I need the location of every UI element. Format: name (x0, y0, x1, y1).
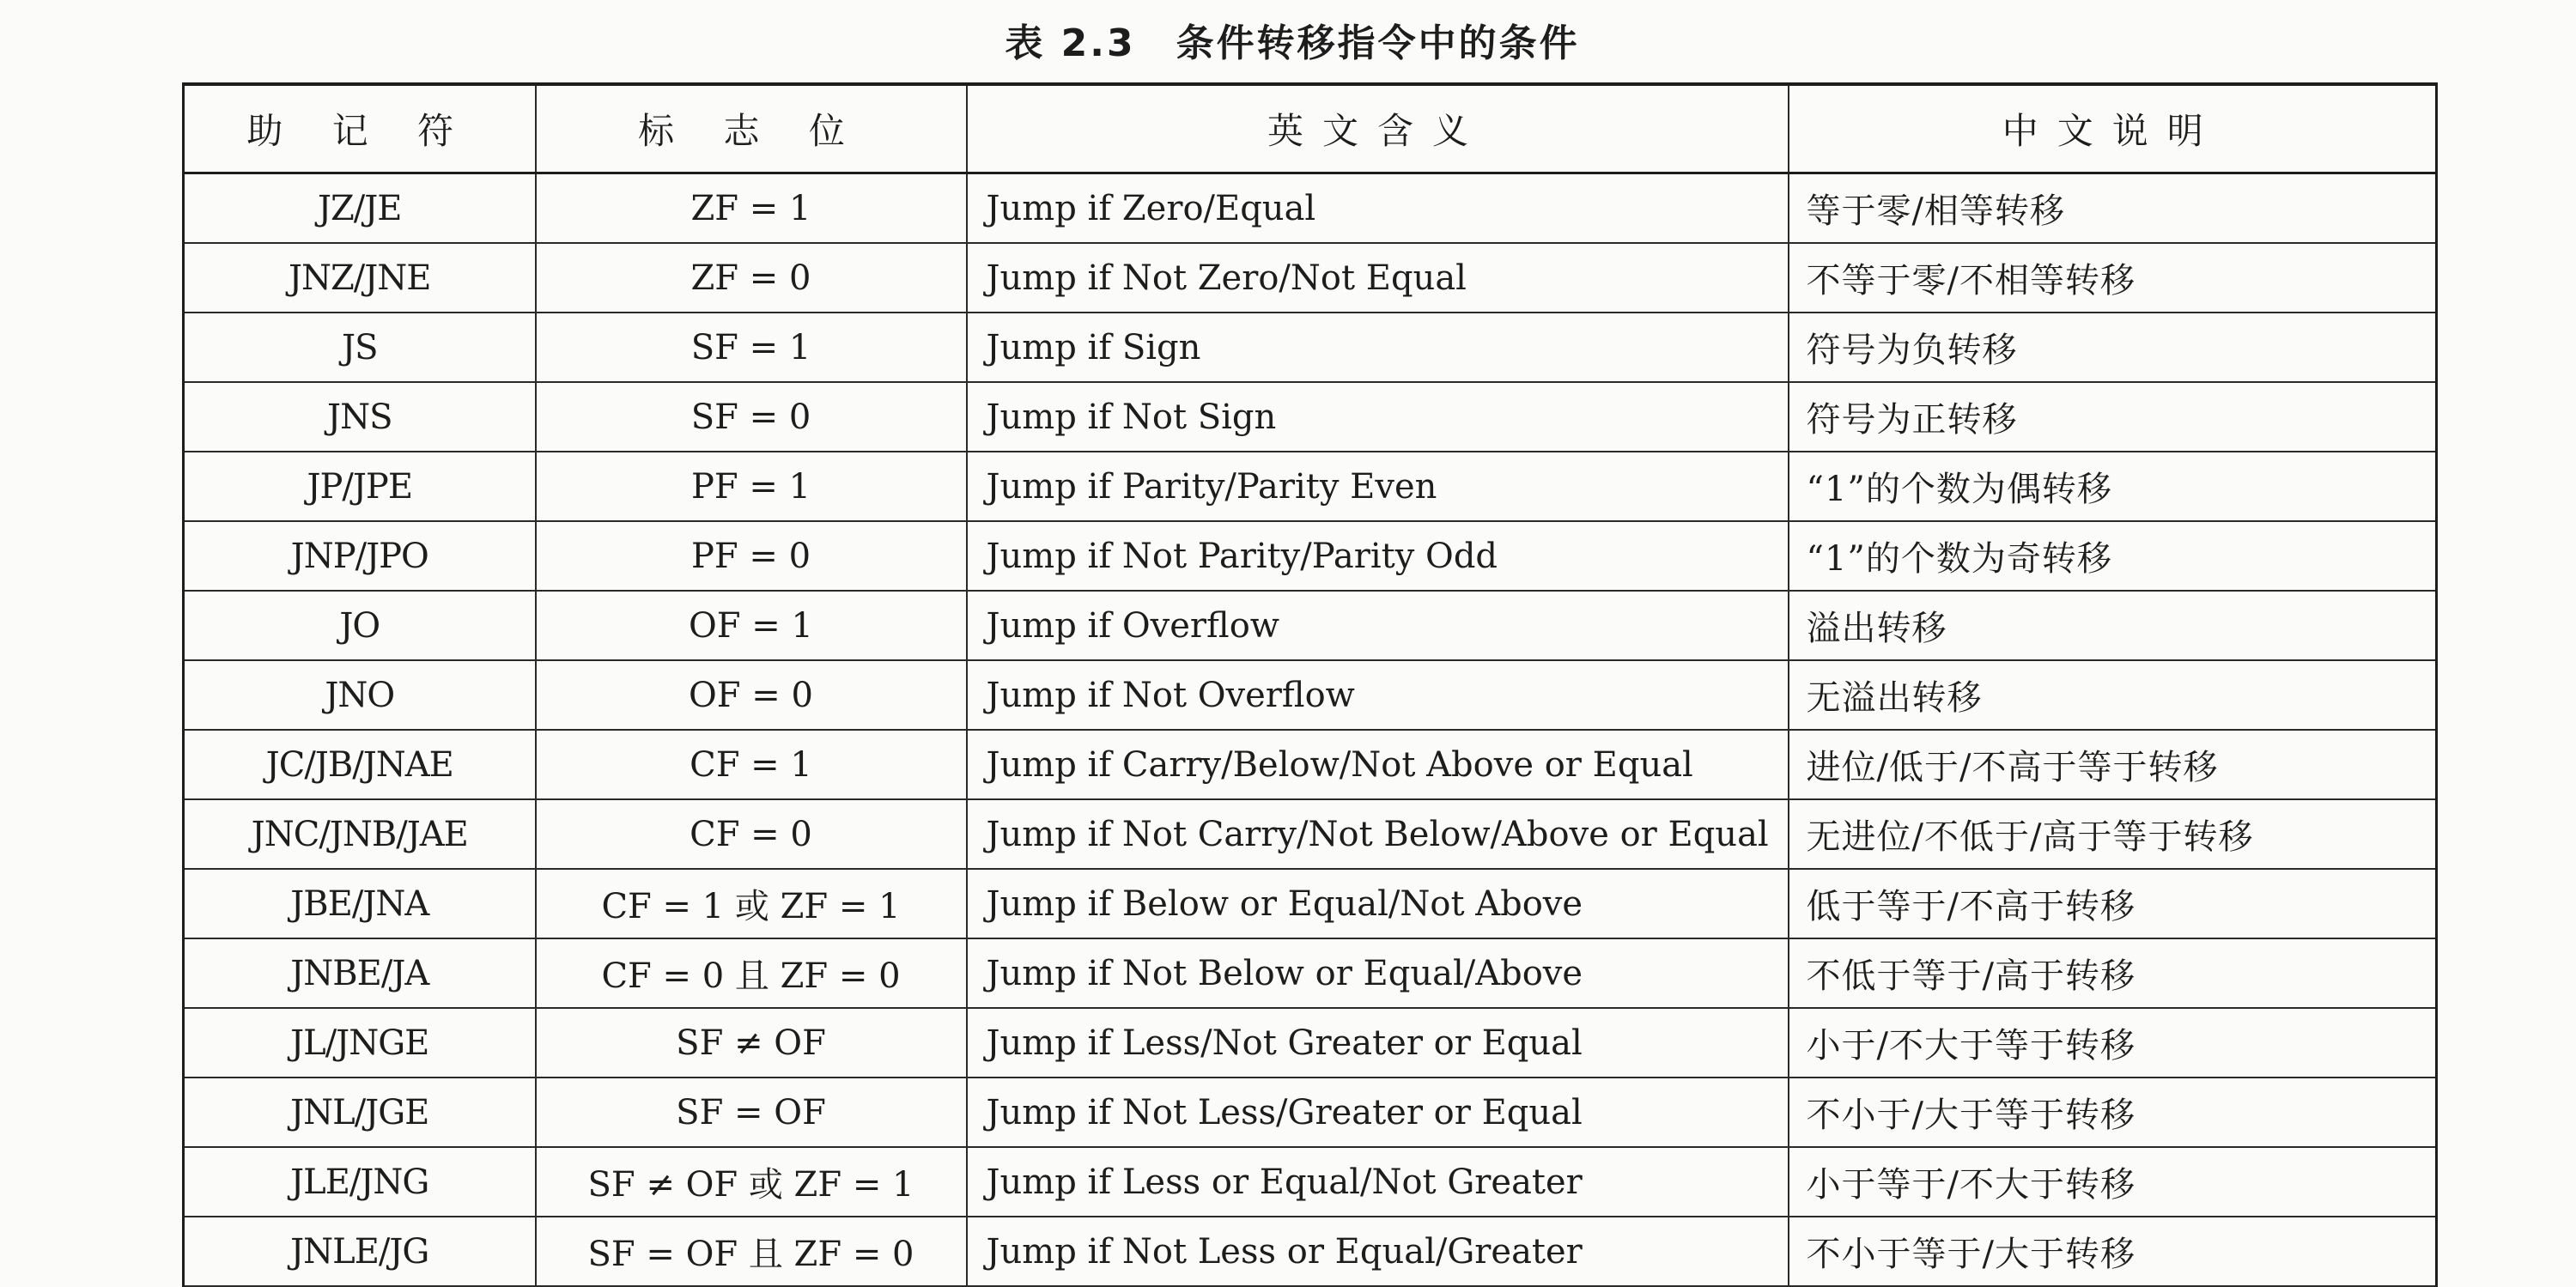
table-row (184, 1147, 2437, 1217)
header-mnemonic: 助 记 符 (184, 84, 536, 173)
chinese-meaning-cell: 不低于等于/高于转移 (1789, 938, 2437, 1008)
chinese-meaning-cell: 符号为正转移 (1789, 382, 2437, 452)
header-flags: 标 志 位 (536, 84, 967, 173)
flags-cell: SF ≠ OF (536, 1008, 967, 1078)
english-meaning-cell: Jump if Not Less/Greater or Equal (967, 1078, 1789, 1147)
mnemonic-cell: JNP/JPO (184, 521, 536, 591)
chinese-meaning-cell: “1”的个数为奇转移 (1789, 521, 2437, 591)
table-row (184, 1217, 2437, 1286)
mnemonic-cell: JZ/JE (184, 173, 536, 244)
table-row (184, 660, 2437, 730)
english-meaning-cell: Jump if Less/Not Greater or Equal (967, 1008, 1789, 1078)
flags-cell: PF = 1 (536, 452, 967, 521)
mnemonic-cell: JNBE/JA (184, 938, 536, 1008)
flags-cell: CF = 1 (536, 730, 967, 799)
table-row (184, 452, 2437, 521)
table-row (184, 173, 2437, 244)
english-meaning-cell: Jump if Parity/Parity Even (967, 452, 1789, 521)
chinese-meaning-cell: 等于零/相等转移 (1789, 173, 2437, 244)
english-meaning-cell: Jump if Sign (967, 313, 1789, 382)
chinese-meaning-cell: “1”的个数为偶转移 (1789, 452, 2437, 521)
table-row (184, 1078, 2437, 1147)
english-meaning-cell: Jump if Carry/Below/Not Above or Equal (967, 730, 1789, 799)
mnemonic-cell: JS (184, 313, 536, 382)
flags-cell: CF = 1 或 ZF = 1 (536, 869, 967, 938)
english-meaning-cell: Jump if Not Overflow (967, 660, 1789, 730)
chinese-meaning-cell: 符号为负转移 (1789, 313, 2437, 382)
chinese-meaning-cell: 无溢出转移 (1789, 660, 2437, 730)
english-meaning-cell: Jump if Overflow (967, 591, 1789, 660)
flags-cell: OF = 0 (536, 660, 967, 730)
english-meaning-cell: Jump if Not Zero/Not Equal (967, 243, 1789, 313)
flags-cell: OF = 1 (536, 591, 967, 660)
mnemonic-cell: JO (184, 591, 536, 660)
mnemonic-cell: JL/JNGE (184, 1008, 536, 1078)
chinese-meaning-cell: 低于等于/不高于转移 (1789, 869, 2437, 938)
flags-cell: CF = 0 且 ZF = 0 (536, 938, 967, 1008)
header-english: 英文含义 (967, 84, 1789, 173)
chinese-meaning-cell: 不等于零/不相等转移 (1789, 243, 2437, 313)
flags-cell: SF = OF (536, 1078, 967, 1147)
mnemonic-cell: JLE/JNG (184, 1147, 536, 1217)
table-row (184, 521, 2437, 591)
table-row (184, 591, 2437, 660)
english-meaning-cell: Jump if Less or Equal/Not Greater (967, 1147, 1789, 1217)
mnemonic-cell: JNS (184, 382, 536, 452)
table-row (184, 382, 2437, 452)
english-meaning-cell: Jump if Not Less or Equal/Greater (967, 1217, 1789, 1286)
english-meaning-cell: Jump if Not Carry/Not Below/Above or Equal (967, 799, 1789, 869)
flags-cell: SF = 0 (536, 382, 967, 452)
table-row (184, 1008, 2437, 1078)
table-header-row (184, 84, 2437, 173)
table-row (184, 730, 2437, 799)
chinese-meaning-cell: 小于等于/不大于转移 (1789, 1147, 2437, 1217)
mnemonic-cell: JNL/JGE (184, 1078, 536, 1147)
flags-cell: SF = OF 且 ZF = 0 (536, 1217, 967, 1286)
mnemonic-cell: JNC/JNB/JAE (184, 799, 536, 869)
table-row (184, 243, 2437, 313)
chinese-meaning-cell: 无进位/不低于/高于等于转移 (1789, 799, 2437, 869)
mnemonic-cell: JNO (184, 660, 536, 730)
chinese-meaning-cell: 不小于等于/大于转移 (1789, 1217, 2437, 1286)
table-row (184, 938, 2437, 1008)
flags-cell: ZF = 0 (536, 243, 967, 313)
mnemonic-cell: JNZ/JNE (184, 243, 536, 313)
table-row (184, 799, 2437, 869)
mnemonic-cell: JBE/JNA (184, 869, 536, 938)
flags-cell: PF = 0 (536, 521, 967, 591)
flags-cell: CF = 0 (536, 799, 967, 869)
english-meaning-cell: Jump if Not Sign (967, 382, 1789, 452)
mnemonic-cell: JP/JPE (184, 452, 536, 521)
header-chinese: 中文说明 (1789, 84, 2437, 173)
chinese-meaning-cell: 小于/不大于等于转移 (1789, 1008, 2437, 1078)
chinese-meaning-cell: 进位/低于/不高于等于转移 (1789, 730, 2437, 799)
flags-cell: ZF = 1 (536, 173, 967, 244)
table-caption: 表 2.3 条件转移指令中的条件 (1005, 21, 1580, 65)
flags-cell: SF ≠ OF 或 ZF = 1 (536, 1147, 967, 1217)
jump-conditions-table (182, 82, 2438, 1287)
flags-cell: SF = 1 (536, 313, 967, 382)
chinese-meaning-cell: 不小于/大于等于转移 (1789, 1078, 2437, 1147)
table-row (184, 869, 2437, 938)
mnemonic-cell: JC/JB/JNAE (184, 730, 536, 799)
english-meaning-cell: Jump if Not Below or Equal/Above (967, 938, 1789, 1008)
chinese-meaning-cell: 溢出转移 (1789, 591, 2437, 660)
mnemonic-cell: JNLE/JG (184, 1217, 536, 1286)
english-meaning-cell: Jump if Not Parity/Parity Odd (967, 521, 1789, 591)
english-meaning-cell: Jump if Zero/Equal (967, 173, 1789, 244)
english-meaning-cell: Jump if Below or Equal/Not Above (967, 869, 1789, 938)
table-row (184, 313, 2437, 382)
